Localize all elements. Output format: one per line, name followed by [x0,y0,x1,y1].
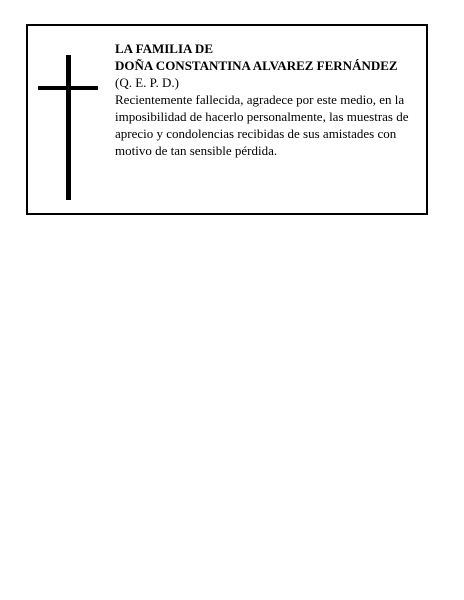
deceased-name: DOÑA CONSTANTINA ALVAREZ FERNÁNDEZ [115,58,398,73]
obituary-notice [26,24,428,215]
notice-title: LA FAMILIA DE [115,41,213,56]
latin-cross-icon [38,55,98,200]
notice-body: Recientemente fallecida, agradece por este medio, en la imposibilidad de hacerlo personalmente, las muestras de aprecio y condolencias recibidas de sus amistades con motivo de tan sensible pérdida. [115,92,409,158]
notice-text [115,40,425,159]
cross-vertical-bar [66,55,71,200]
cross-horizontal-bar [38,86,98,90]
qepd-abbreviation: (Q. E. P. D.) [115,75,179,90]
